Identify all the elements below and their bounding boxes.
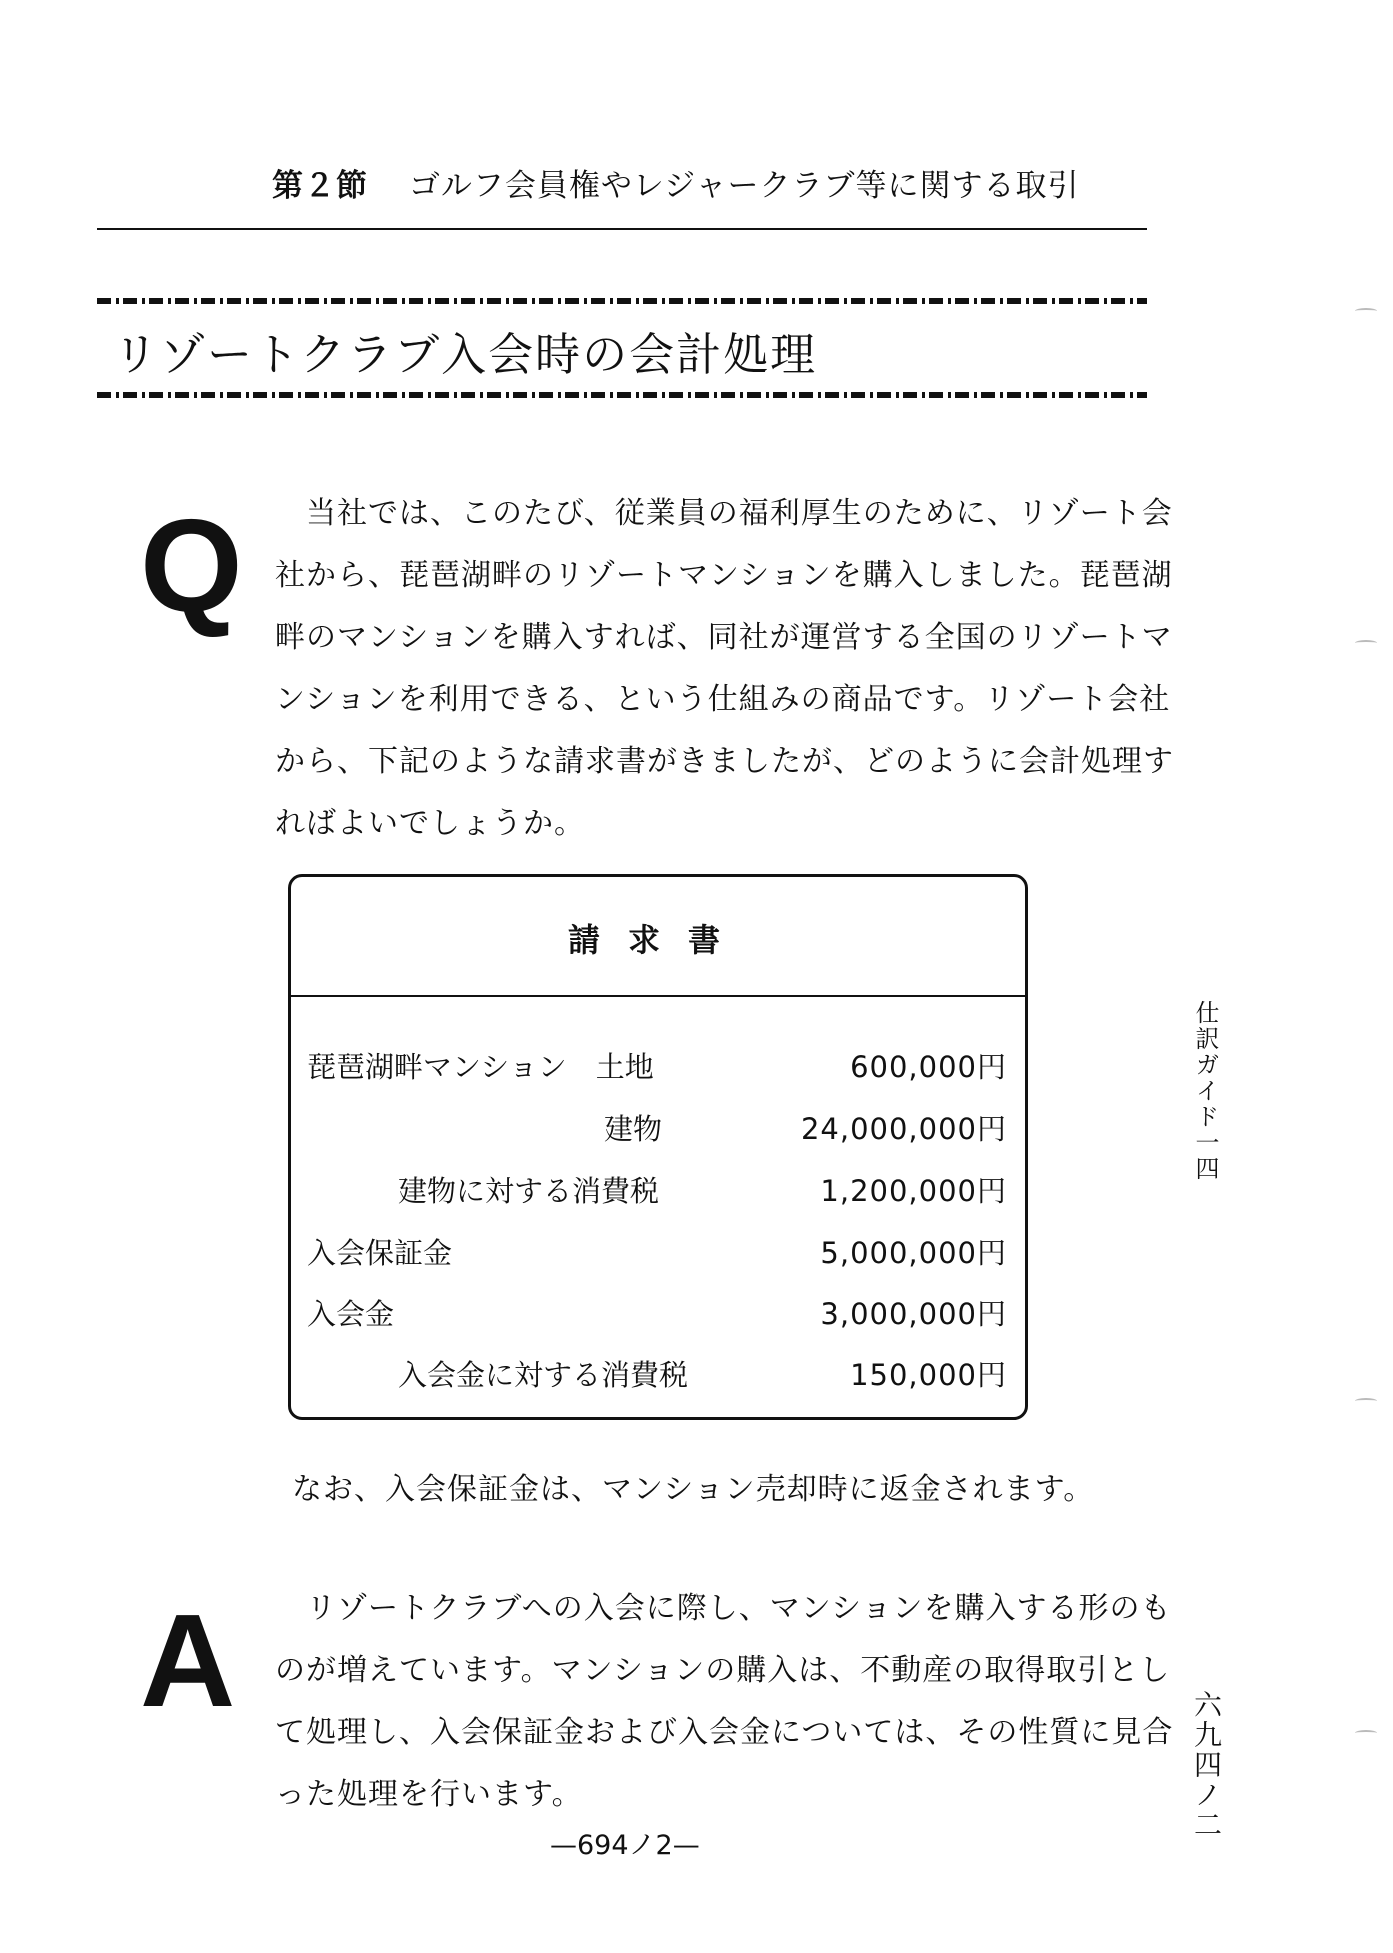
binder-mark <box>1355 1398 1377 1404</box>
question-text <box>275 483 1174 855</box>
invoice-row-amount: 600,000円 <box>850 1050 1007 1084</box>
section-number: 第２節 <box>272 168 368 204</box>
question-line: ンションを利用できる、という仕組みの商品です。リゾート会社 <box>275 682 1171 717</box>
invoice-row-label: 入会金 <box>307 1297 395 1331</box>
answer-text <box>275 1578 1173 1826</box>
side-guide-label: 仕訳ガイド一四 <box>1191 1000 1219 1182</box>
answer-line: て処理し、入会保証金および入会金については、その性質に見合 <box>275 1715 1174 1750</box>
invoice-row-amount: 3,000,000円 <box>820 1297 1007 1331</box>
section-title: ゴルフ会員権やレジャークラブ等に関する取引 <box>408 168 1080 204</box>
invoice-row-amount: 24,000,000円 <box>800 1112 1007 1146</box>
binder-mark <box>1355 640 1377 646</box>
page-title: リゾートクラブ入会時の会計処理 <box>113 328 818 381</box>
invoice-row-label: 琵琶湖畔マンション 土地 <box>307 1050 654 1084</box>
answer-line: のが増えています。マンションの購入は、不動産の取得取引とし <box>275 1653 1171 1688</box>
title-dash-rule-top <box>97 298 1147 304</box>
invoice-row-label: 入会保証金 <box>307 1236 453 1270</box>
binder-mark <box>1355 1730 1377 1736</box>
invoice-row-label: 建物 <box>604 1112 663 1146</box>
invoice-row-amount: 150,000円 <box>850 1358 1007 1392</box>
question-letter: Q <box>140 492 243 639</box>
question-line: ればよいでしょうか。 <box>275 806 585 841</box>
question-line: から、下記のような請求書がきましたが、どのように会計処理す <box>275 744 1174 779</box>
side-page-number: 六九四ノ二 <box>1190 1690 1223 1840</box>
invoice-row-label: 入会金に対する消費税 <box>398 1358 689 1392</box>
question-line: 畔のマンションを購入すれば、同社が運営する全国のリゾートマ <box>275 620 1173 655</box>
invoice-row-label: 建物に対する消費税 <box>398 1174 660 1208</box>
answer-line: った処理を行います。 <box>275 1777 583 1812</box>
invoice-divider <box>291 995 1025 997</box>
invoice-row-amount: 5,000,000円 <box>820 1236 1007 1270</box>
question-line: 当社では、このたび、従業員の福利厚生のために、リゾート会 <box>275 496 1173 531</box>
refund-note: なお、入会保証金は、マンション売却時に返金されます。 <box>292 1472 1095 1507</box>
section-header <box>272 160 1079 205</box>
invoice-title: 請求書 <box>567 921 748 959</box>
header-divider <box>97 228 1147 230</box>
binder-mark <box>1355 308 1377 314</box>
page-number: —694ノ2— <box>550 1830 700 1861</box>
invoice-row-amount: 1,200,000円 <box>820 1174 1007 1208</box>
question-line: 社から、琵琶湖畔のリゾートマンションを購入しました。琵琶湖 <box>275 558 1173 593</box>
invoice-box <box>288 874 1028 1420</box>
answer-line: リゾートクラブへの入会に際し、マンションを購入する形のも <box>275 1591 1172 1626</box>
title-dash-rule-bottom <box>97 392 1147 398</box>
answer-letter: A <box>140 1587 236 1734</box>
